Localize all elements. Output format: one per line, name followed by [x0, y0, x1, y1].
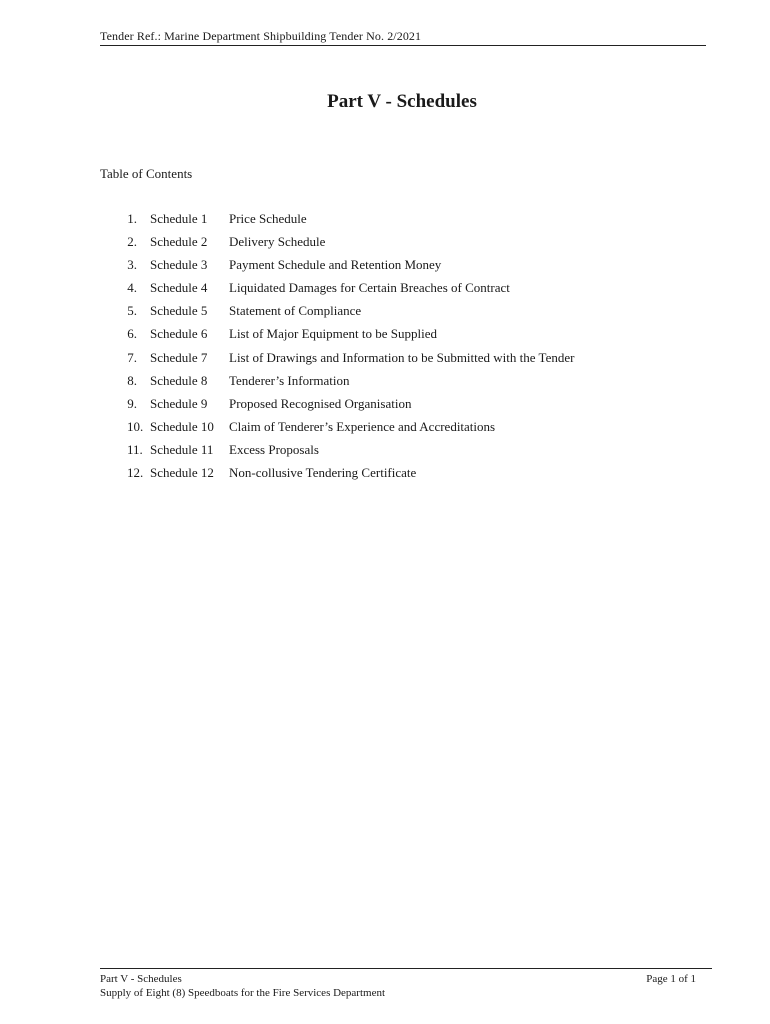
toc-item-number: 7. — [127, 349, 137, 365]
page-header — [100, 29, 706, 46]
footer-description: Supply of Eight (8) Speedboats for the Fire Services Department — [100, 987, 386, 999]
toc-item-title: Proposed Recognised Organisation — [229, 395, 412, 411]
toc-item-number: 5. — [127, 303, 137, 319]
toc-item-title: Excess Proposals — [229, 441, 319, 457]
toc-item-schedule: Schedule 10 — [150, 418, 214, 434]
toc-item-number: 2. — [127, 234, 137, 250]
page-number: Page 1 of 1 — [646, 973, 696, 985]
toc-item-schedule: Schedule 6 — [150, 326, 208, 342]
toc-item-number: 8. — [127, 372, 137, 388]
toc-item-title: List of Drawings and Information to be Submitted with the Tender — [229, 349, 575, 365]
toc-item-number: 12. — [127, 465, 144, 481]
toc-item-title: Tenderer’s Information — [229, 372, 350, 388]
toc-heading: Table of Contents — [100, 166, 193, 181]
toc-item-number: 10. — [127, 418, 144, 434]
toc-item-number: 3. — [127, 257, 137, 273]
toc-item-title: Delivery Schedule — [229, 234, 326, 250]
toc-item-schedule: Schedule 1 — [150, 211, 208, 226]
toc-item-title: List of Major Equipment to be Supplied — [229, 326, 437, 342]
toc-item-title: Statement of Compliance — [229, 303, 362, 319]
toc-item-number: 1. — [127, 211, 137, 226]
toc-item-schedule: Schedule 4 — [150, 280, 208, 296]
toc-item-number: 11. — [127, 441, 143, 457]
page-title: Part V - Schedules — [327, 91, 477, 112]
toc-item-schedule: Schedule 7 — [150, 349, 208, 365]
toc-item-schedule: Schedule 9 — [150, 395, 208, 411]
toc-item-schedule: Schedule 11 — [150, 441, 214, 457]
page-footer — [100, 968, 712, 1000]
toc-item-title: Non-collusive Tendering Certificate — [229, 465, 417, 481]
toc-item-title: Liquidated Damages for Certain Breaches of Contract — [229, 280, 510, 296]
toc-item-title: Price Schedule — [229, 211, 307, 226]
toc-item-number: 4. — [127, 280, 137, 296]
toc-item-schedule: Schedule 8 — [150, 372, 208, 388]
footer-part-label: Part V - Schedules — [100, 973, 182, 985]
toc-item-title: Claim of Tenderer’s Experience and Accreditations — [229, 418, 496, 434]
toc-item-schedule: Schedule 5 — [150, 303, 208, 319]
footer-left — [100, 972, 385, 1000]
toc-item-number: 6. — [127, 326, 137, 342]
tender-reference: Tender Ref.: Marine Department Shipbuilding Tender No. 2/2021 — [100, 29, 422, 43]
toc-item-schedule: Schedule 12 — [150, 465, 214, 481]
toc-item-title: Payment Schedule and Retention Money — [229, 257, 442, 273]
toc-item-number: 9. — [127, 395, 137, 411]
toc-item-schedule: Schedule 2 — [150, 234, 208, 250]
toc-item-schedule: Schedule 3 — [150, 257, 208, 273]
